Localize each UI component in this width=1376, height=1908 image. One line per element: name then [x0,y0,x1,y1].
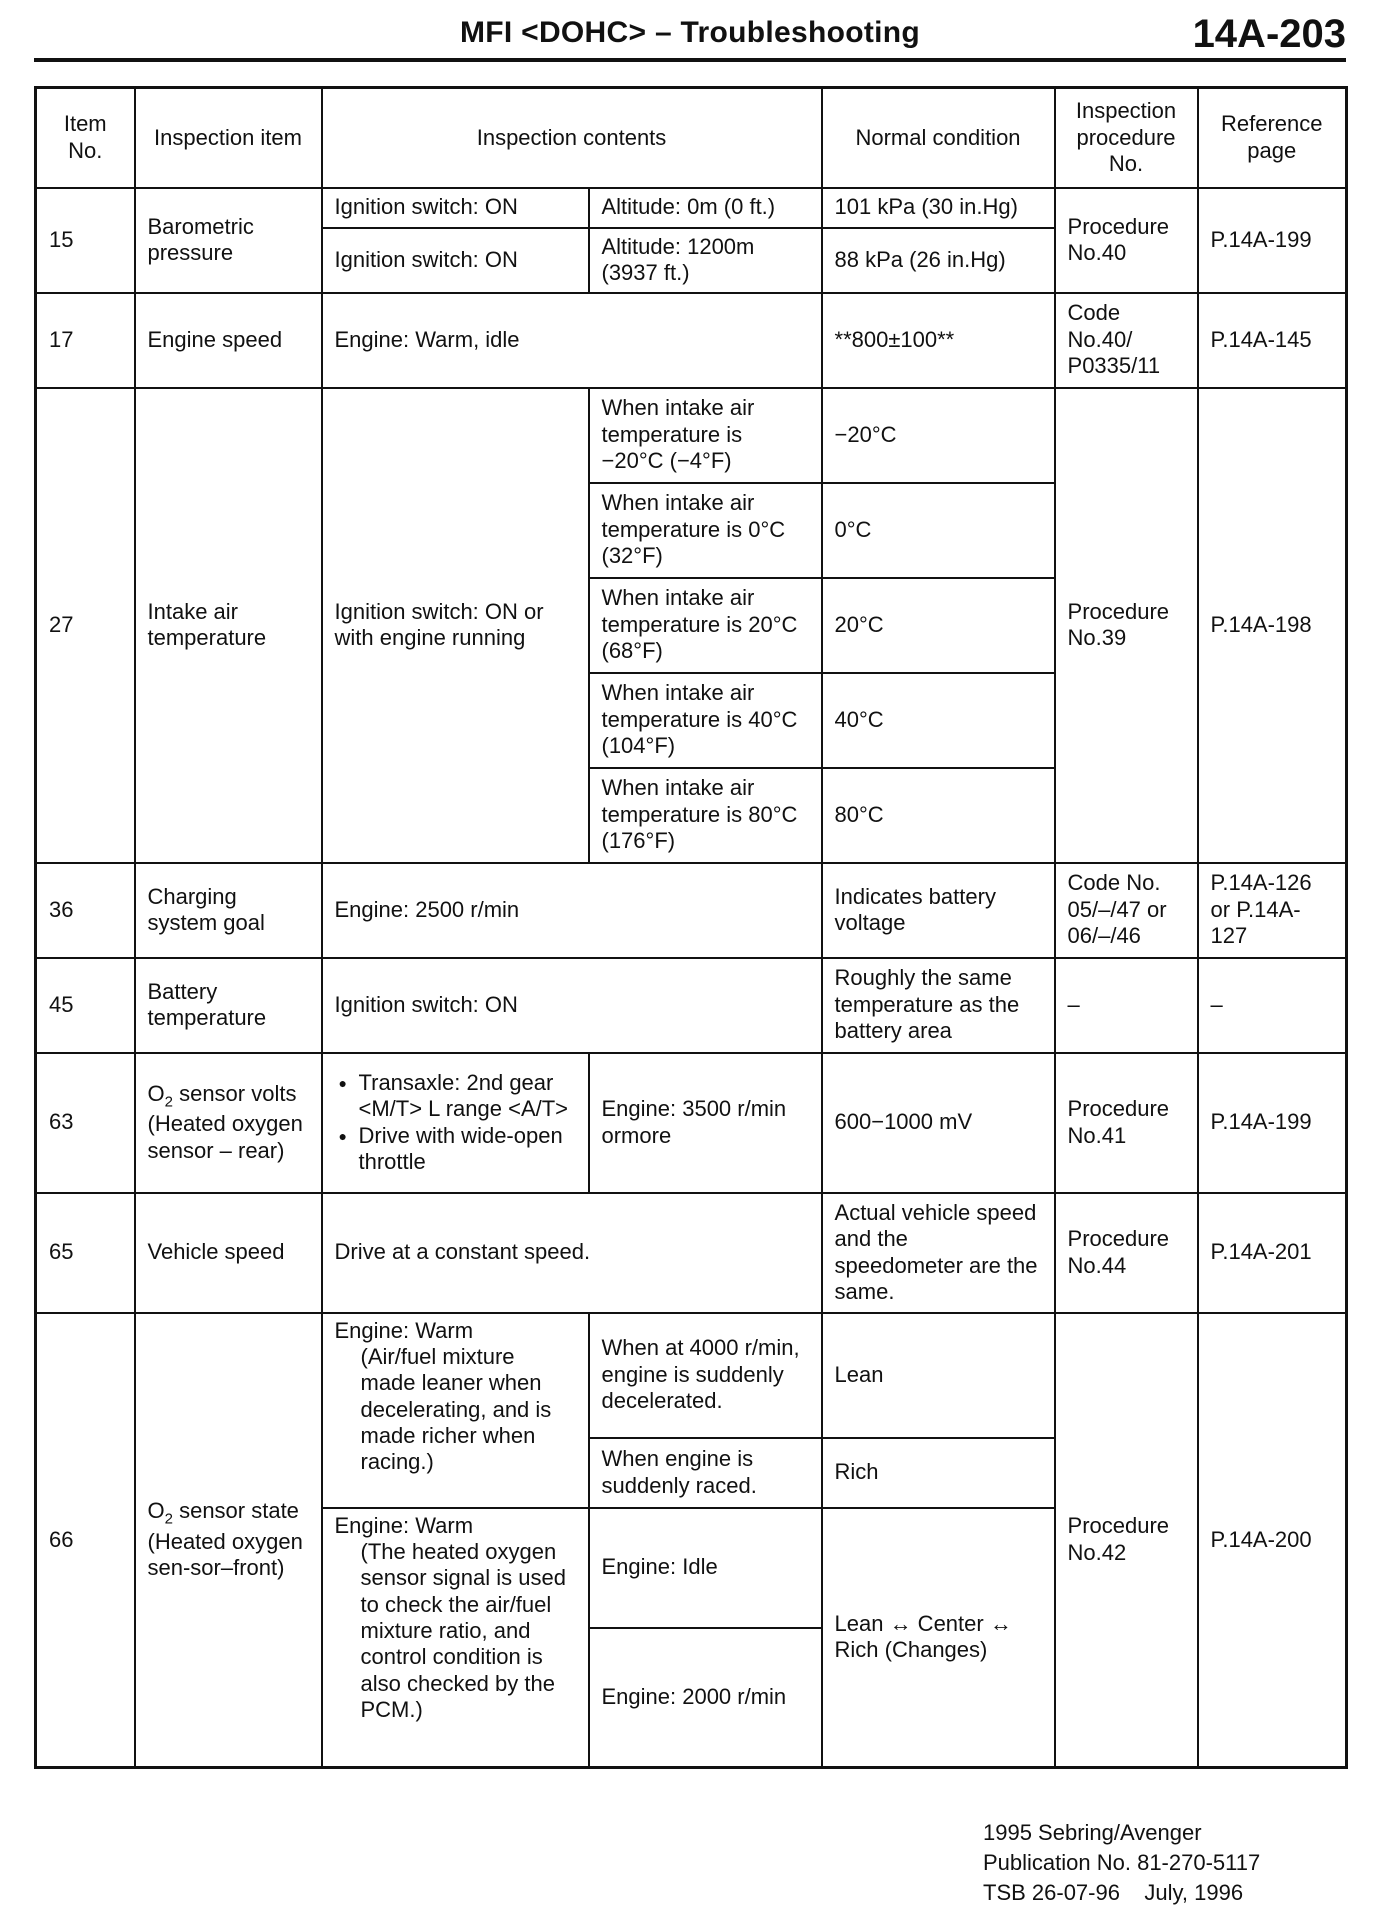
table-row [36,293,1347,388]
procedure-cell: Code No.40/ P0335/11 [1055,293,1198,388]
condition-cell [322,1053,589,1193]
footer-model: 1995 Sebring/Avenger [983,1820,1202,1845]
header-rule [34,58,1346,62]
sub-condition-cell: When engine is suddenly raced. [589,1438,822,1508]
inspection-item-cell: Vehicle speed [135,1193,322,1313]
condition-cell: Ignition switch: ON [322,188,589,228]
table-row [36,958,1347,1053]
inspection-table [34,86,1348,1769]
page-title: MFI <DOHC> – Troubleshooting [459,16,921,49]
inspection-item-cell [135,1313,322,1768]
sub-condition-cell: Engine: Idle [589,1508,822,1628]
condition-cell [322,1313,589,1508]
normal-condition-cell: 80°C [822,768,1055,863]
item-no-cell: 66 [36,1313,135,1768]
sub-condition-cell: When intake air temperature is 0°C (32°F) [589,483,822,578]
col-header-reference-page: Reference page [1198,88,1347,188]
normal-condition-cell: 88 kPa (26 in.Hg) [822,228,1055,293]
condition-cell: Ignition switch: ON [322,958,822,1053]
normal-condition-cell: 101 kPa (30 in.Hg) [822,188,1055,228]
col-header-normal-condition: Normal condition [822,88,1055,188]
table-row [36,1193,1347,1313]
procedure-cell: Procedure No.40 [1055,188,1198,293]
sub-condition-cell: Altitude: 0m (0 ft.) [589,188,822,228]
sub-condition-cell: When at 4000 r/min, engine is suddenly decelerated. [589,1313,822,1438]
reference-page-cell: – [1198,958,1347,1053]
page-number: 14A-203 [1192,12,1346,56]
table-header-row [36,88,1347,188]
normal-condition-cell: Lean ↔ Center ↔ Rich (Changes) [822,1508,1055,1768]
condition-title: Engine: Warm [334,1317,474,1343]
normal-condition-cell: −20°C [822,388,1055,483]
item-no-cell: 27 [36,388,135,863]
sub-condition-cell: When intake air temperature is 40°C (104°F) [589,673,822,768]
condition-cell: Drive at a constant speed. [322,1193,822,1313]
procedure-cell: Procedure No.42 [1055,1313,1198,1768]
condition-note: (The heated oxygen sensor signal is used to check the air/fuel mixture ratio, and control condition is also checked by the PCM.) [360,1538,566,1723]
reference-page-cell: P.14A-199 [1198,188,1347,293]
item-text-pre: O [147,1080,165,1106]
normal-condition-cell: 20°C [822,578,1055,673]
condition-cell: Ignition switch: ON or with engine running [322,388,589,863]
normal-condition-cell: **800±100** [822,293,1055,388]
table-row [36,188,1347,228]
col-header-inspection-contents: Inspection contents [322,88,822,188]
reference-page-cell: P.14A-200 [1198,1313,1347,1768]
condition-cell [322,1508,589,1768]
normal-condition-cell: 40°C [822,673,1055,768]
condition-bullet: ● Transaxle: 2nd gear <M/T> L range <A/T> [339,1070,576,1123]
normal-condition-cell: 0°C [822,483,1055,578]
table-row [36,1313,1347,1438]
reference-page-cell: P.14A-145 [1198,293,1347,388]
normal-condition-cell: 600−1000 mV [822,1053,1055,1193]
procedure-cell: Code No. 05/–/47 or 06/–/46 [1055,863,1198,958]
reference-page-cell: P.14A-199 [1198,1053,1347,1193]
sub-condition-cell: Engine: 2000 r/min [589,1628,822,1768]
reference-page-cell: P.14A-201 [1198,1193,1347,1313]
condition-cell: Ignition switch: ON [322,228,589,293]
item-no-cell: 45 [36,958,135,1053]
inspection-item-cell [135,1053,322,1193]
procedure-cell: Procedure No.44 [1055,1193,1198,1313]
inspection-item-cell: Barometric pressure [135,188,322,293]
item-text-post: sensor volts (Heated oxygen sensor – rear) [147,1080,303,1163]
procedure-cell: Procedure No.41 [1055,1053,1198,1193]
reference-page-cell: P.14A-126 or P.14A-127 [1198,863,1347,958]
item-no-cell: 15 [36,188,135,293]
item-no-cell: 65 [36,1193,135,1313]
normal-condition-cell: Rich [822,1438,1055,1508]
normal-condition-cell: Lean [822,1313,1055,1438]
col-header-procedure-no: Inspection procedure No. [1055,88,1198,188]
footer-tsb: TSB 26-07-96 July, 1996 [983,1880,1244,1905]
condition-bullet: ● Drive with wide-open throttle [339,1123,576,1176]
inspection-item-cell: Engine speed [135,293,322,388]
reference-page-cell: P.14A-198 [1198,388,1347,863]
condition-bullet-list [335,1070,576,1176]
normal-condition-cell: Actual vehicle speed and the speedometer are the same. [822,1193,1055,1313]
page-footer [983,1818,1260,1908]
procedure-cell: Procedure No.39 [1055,388,1198,863]
inspection-item-cell: Battery temperature [135,958,322,1053]
item-no-cell: 36 [36,863,135,958]
table-row [36,863,1347,958]
condition-note: (Air/fuel mixture made leaner when decelerating, and is made richer when racing.) [360,1343,552,1475]
sub-condition-cell: When intake air temperature is 80°C (176°F) [589,768,822,863]
item-subscript: 2 [164,1093,173,1111]
item-no-cell: 17 [36,293,135,388]
table-row [36,388,1347,483]
sub-condition-cell: Engine: 3500 r/min ormore [589,1053,822,1193]
item-text-post: sensor state (Heated oxygen sen-sor–front) [147,1498,303,1580]
item-text-pre: O [147,1498,165,1524]
inspection-item-cell: Intake air temperature [135,388,322,863]
condition-title: Engine: Warm [334,1512,474,1538]
page-header [34,10,1346,58]
condition-cell: Engine: Warm, idle [322,293,822,388]
inspection-item-cell: Charging system goal [135,863,322,958]
sub-condition-cell: Altitude: 1200m (3937 ft.) [589,228,822,293]
sub-condition-cell: When intake air temperature is −20°C (−4°F) [589,388,822,483]
item-subscript: 2 [164,1510,173,1528]
condition-cell: Engine: 2500 r/min [322,863,822,958]
col-header-item-no: Item No. [36,88,135,188]
footer-publication: Publication No. 81-270-5117 [983,1850,1261,1875]
sub-condition-cell: When intake air temperature is 20°C (68°F) [589,578,822,673]
col-header-inspection-item: Inspection item [135,88,322,188]
normal-condition-cell: Indicates battery voltage [822,863,1055,958]
normal-condition-cell: Roughly the same temperature as the battery area [822,958,1055,1053]
procedure-cell: – [1055,958,1198,1053]
table-row [36,1053,1347,1193]
item-no-cell: 63 [36,1053,135,1193]
